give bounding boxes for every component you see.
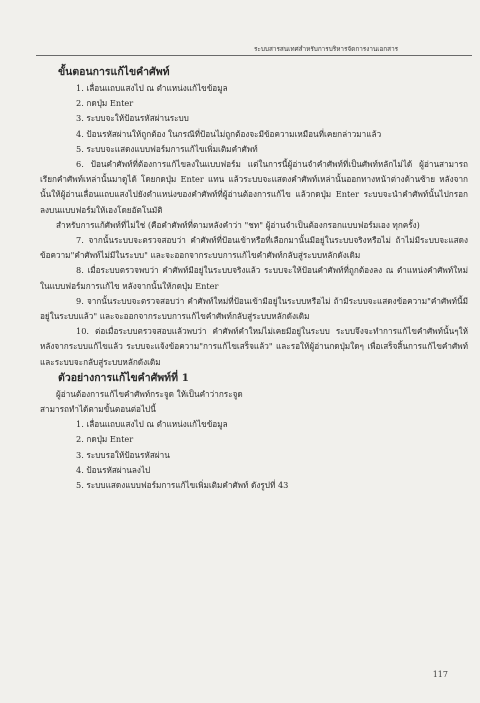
- section-title-edit-steps: ขั้นตอนการแก้ไขคำศัพท์: [58, 66, 170, 78]
- example-lead: สามารถทำได้ตามขั้นตอนต่อไปนี้: [40, 404, 156, 415]
- list-item: 2. กดปุ่ม Enter: [76, 98, 134, 109]
- note-paragraph: สำหรับการแก้ศัพท์ที่ไม่ใช่ (คือคำศัพท์ที่ตามหลังคำว่า "ชท" ผู้อ่านจำเป็นต้องกรอกแบบฟอร์มเอง ทุกครั้ง): [56, 219, 420, 230]
- list-item: 4. ป้อนรหัสผ่านให้ถูกต้อง ในกรณีที่ป้อนไม่ถูกต้องจะมีข้อความเหมือนที่เคยกล่าวมาแล้ว: [76, 128, 382, 139]
- list-item: 1. เลื่อนแถบแสงไป ณ ตำแหน่งแก้ไขข้อมูล: [76, 419, 228, 430]
- header-rule: [36, 55, 472, 56]
- list-item: 5. ระบบแสดงแบบฟอร์มการแก้ไขเพิ่มเติมคำศัพท์ ดังรูปที่ 43: [76, 480, 289, 491]
- running-header: ระบบสารสนเทศสำหรับการบริหารจัดการงานเอกสาร: [254, 45, 399, 53]
- paragraph-step-8: 8. เมื่อระบบตรวจพบว่า คำศัพท์มีอยู่ในระบบจริงแล้ว ระบบจะให้ป้อนคำศัพท์ที่ถูกต้องลง ณ ตำแหน่งคำศัพท์ใหม่ในแบบฟอร์มการแก้ไข หลังจากนั้นให้กดปุ่ม Enter: [40, 265, 468, 291]
- paragraph-step-6: 6. ป้อนคำศัพท์ที่ต้องการแก้ไขลงในแบบฟอร์ม แต่ในการนี้ผู้อ่านจำคำศัพท์ที่เป็นศัพท์หลักไม่ได้ ผู้อ่านสามารถเรียกคำศัพท์เหล่านั้นมาดูได้ โดยกดปุ่ม Enter แทน แล้วระบบจะแสดงคำศัพท์เหล่านั้นออกทางหน้าต่างด้านซ้าย หลังจากนั้นให้ผู้อ่านเลื่อนแถบแสงไปยังตำแหน่งของคำศัพท์ที่ผู้อ่านต้องการแก้ไข แล้วกดปุ่ม Enter ระบบจะนำคำศัพท์นั้นไปกรอกลงบนแบบฟอร์มให้เองโดยอัตโนมัติ: [40, 159, 468, 215]
- paragraph-step-9: 9. จากนั้นระบบจะตรวจสอบว่า คำศัพท์ใหม่ที่ป้อนเข้ามีอยู่ในระบบหรือไม่ ถ้ามีระบบจะแสดงข้อความ"คำศัพท์นี้มีอยู่ในระบบแล้ว" และจะออกจากระบบการแก้ไขคำศัพท์กลับสู่ระบบหลักดังเดิม: [40, 295, 468, 322]
- page-content: [40, 64, 468, 493]
- paragraph-step-10: 10. ต่อเมื่อระบบตรวจสอบแล้วพบว่า คำศัพท์คำใหม่ไม่เคยมีอยู่ในระบบ ระบบจึงจะทำการแก้ไขคำศัพท์นั้นๆให้ หลังจากระบบแก้ไขแล้ว ระบบจะแจ้งข้อความ"การแก้ไขเสร็จแล้ว" และรอให้ผู้อ่านกดปุ่มใดๆ เพื่อเสร็จสิ้นการแก้ไขคำศัพท์และระบบจะกลับสู่ระบบหลักดังเดิม: [40, 326, 468, 367]
- example-intro: ผู้อ่านต้องการแก้ไขคำศัพท์กระจูด ให้เป็นคำว่ากระจูด: [56, 388, 243, 399]
- page-number: 117: [432, 670, 448, 679]
- list-item: 3. ระบบจะให้ป้อนรหัสผ่านระบบ: [76, 113, 189, 124]
- paragraph-step-7: 7. จากนั้นระบบจะตรวจสอบว่า คำศัพท์ที่ป้อนเข้าหรือที่เลือกมานั้นมีอยู่ในระบบจริงหรือไม่ ถ้าไม่มีระบบจะแสดงข้อความ"คำศัพท์ไม่มีในระบบ" และจะออกจากระบบการแก้ไขคำศัพท์กลับสู่ระบบหลักดังเดิม: [40, 235, 468, 261]
- section-title-example-1: ตัวอย่างการแก้ไขคำศัพท์ที่ 1: [58, 371, 189, 384]
- list-item: 5. ระบบจะแสดงแบบฟอร์มการแก้ไขเพิ่มเติมคำศัพท์: [76, 143, 258, 154]
- list-item: 2. กดปุ่ม Enter: [76, 434, 134, 445]
- list-item: 4. ป้อนรหัสผ่านลงไป: [76, 464, 151, 475]
- list-item: 3. ระบบรอให้ป้อนรหัสผ่าน: [76, 449, 170, 460]
- list-item: 1. เลื่อนแถบแสงไป ณ ตำแหน่งแก้ไขข้อมูล: [76, 83, 228, 93]
